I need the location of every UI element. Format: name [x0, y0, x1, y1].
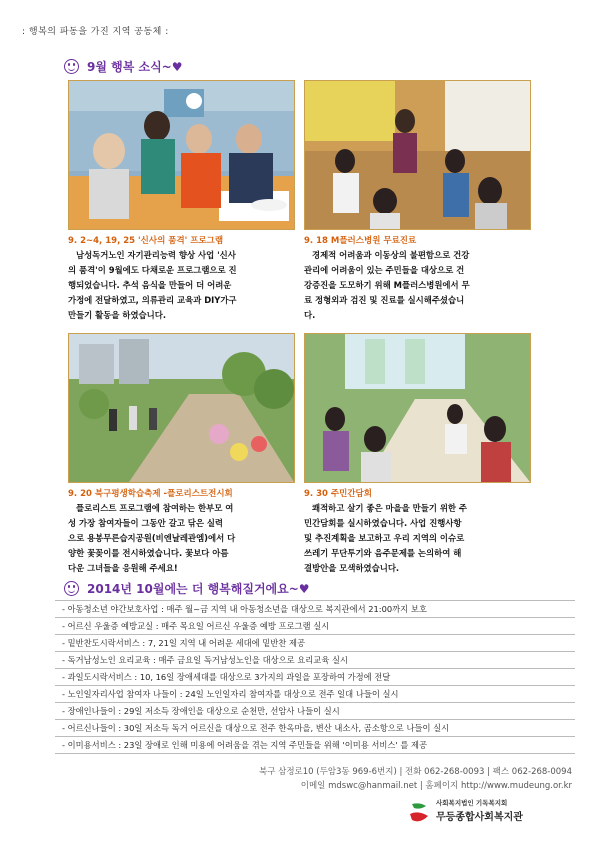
photo-cooking-class-image — [69, 81, 294, 229]
photo-residents-meeting — [304, 333, 531, 483]
story-text: 쾌적하고 살기 좋은 마을을 만들기 위한 주 민간담회를 실시하였습니다. 사업 진행사항 및 추진계획을 보고하고 우리 지역의 이슈로 쓰레기 무단투기와 음주문제를 논의하여 해 결방안을 모색하였습니다. — [304, 503, 468, 573]
story-text: 플로리스트 프로그램에 참여하는 한부모 여 성 가장 참여자들이 그동안 갈고 닦은 실력 으로 용봉무른습지공원(비엔날레관엠)에서 다 양한 꽃꽂이를 전시하였습니다. 꽃보다 아름 다운 그녀들을 응원해 주세요! — [68, 503, 236, 573]
notice-item: - 과일도시락서비스 : 10, 16일 장애세대를 대상으로 3가지의 과일을 포장하여 가정에 전달 — [62, 672, 391, 682]
story-text: 남성독거노인 자기관리능력 향상 사업 '신사 의 품격'이 9월에도 다채로운 프로그램으로 진 행되었습니다. 추석 음식을 만들어 더 어려운 가정에 전달하였고, 의류관리 교육과 DIY가구 만들기 활동을 하였습니다. — [68, 250, 237, 320]
story-caption: 9. 30 주민간담회 — [304, 489, 372, 499]
logo-mark-icon — [408, 800, 432, 826]
notice-item: - 노인일자리사업 참여자 나들이 : 24일 노인일자리 참여자를 대상으로 전주 일대 나들이 실시 — [62, 689, 399, 699]
divider — [55, 600, 575, 601]
header-tagline: : 행복의 파동을 가진 지역 공동체 : — [22, 27, 169, 37]
footer-contact: 이메일 mdswc@hanmail.net | 홈페이지 http://www.mudeung.or.kr — [300, 781, 572, 791]
footer-address: 북구 삼정로10 (두암3동 969-6번지) | 전화 062-268-0093 | 팩스 062-268-0094 — [259, 767, 572, 777]
section-title: 2014년 10월에는 더 행복해질거에요~♥ — [87, 582, 310, 596]
notice-item: - 아동청소년 야간보호사업 : 매주 월~금 지역 내 아동청소년을 대상으로 복지관에서 21:00까지 보호 — [62, 604, 427, 614]
photo-residents-meeting-image — [305, 334, 530, 482]
divider — [55, 702, 575, 703]
divider — [55, 719, 575, 720]
section-heading-september — [64, 58, 182, 75]
notice-item: - 이미용서비스 : 23일 장애로 인해 미용에 어려움을 겪는 지역 주민들을 위해 '이미용 서비스' 를 제공 — [62, 740, 428, 750]
photo-free-clinic — [304, 80, 531, 230]
smiley-icon — [64, 581, 79, 596]
notice-item: - 밑반찬도시락서비스 : 7, 21일 지역 내 어려운 세대에 밑반찬 제공 — [62, 638, 305, 648]
story-caption: 9. 2~4, 19, 25 '신사의 품격' 프로그램 — [68, 236, 224, 246]
divider — [55, 685, 575, 686]
smiley-icon — [64, 59, 79, 74]
divider — [55, 651, 575, 652]
photo-florist-exhibition — [68, 333, 295, 483]
photo-free-clinic-image — [305, 81, 530, 229]
section-title: 9월 행복 소식~♥ — [87, 60, 183, 74]
photo-cooking-class — [68, 80, 295, 230]
divider — [55, 617, 575, 618]
story-caption: 9. 20 북구평생학습축제 -플로리스트전시회 — [68, 489, 233, 499]
divider — [55, 668, 575, 669]
divider — [55, 736, 575, 737]
logo-title: 무등종합사회복지관 — [436, 812, 523, 823]
section-heading-october — [64, 580, 310, 597]
notice-item: - 장애인나들이 : 29일 저소득 장애인을 대상으로 순천만, 선암사 나들이 실시 — [62, 706, 340, 716]
organization-logo — [408, 798, 578, 828]
story-caption: 9. 18 M플러스병원 무료진료 — [304, 236, 417, 246]
logo-subtitle: 사회복지법인 기독복지회 — [436, 799, 508, 807]
notice-item: - 독거남성노인 요리교육 : 매주 금요일 독거남성노인을 대상으로 요리교육 실시 — [62, 655, 349, 665]
divider — [55, 753, 575, 754]
story-text: 경제적 어려움과 이동상의 불편함으로 건강 관리에 어려움이 있는 주민들을 대상으로 건 강증진을 도모하기 위해 M플러스병원에서 무 료 정형외과 검진 및 진료를 실시해주셨습니 다. — [304, 250, 470, 320]
notice-item: - 어르신나들이 : 30일 저소득 독거 어르신을 대상으로 전주 한옥마을, 변산 내소사, 곰소항으로 나들이 실시 — [62, 723, 450, 733]
notice-item: - 어르신 우울증 예방교실 : 매주 목요일 어르신 우울증 예방 프로그램 실시 — [62, 621, 330, 631]
photo-florist-exhibition-image — [69, 334, 294, 482]
divider — [55, 634, 575, 635]
